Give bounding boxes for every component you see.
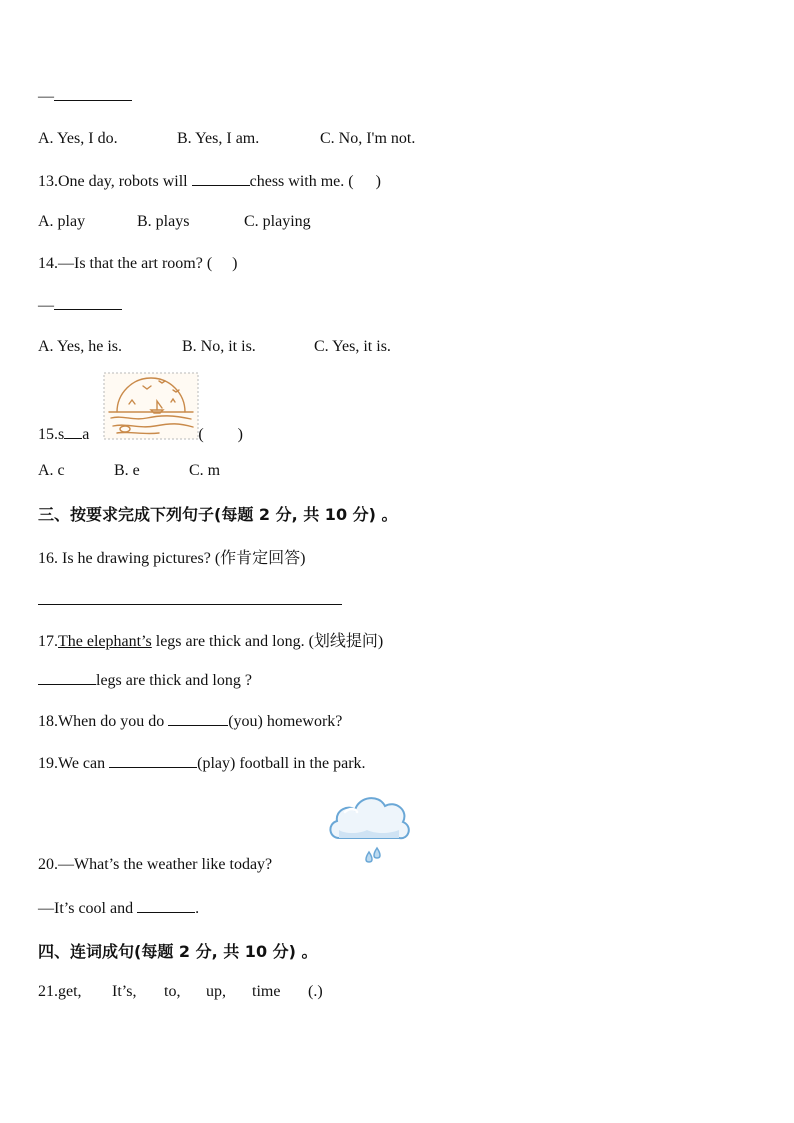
- rain-cloud-picture: [325, 790, 411, 872]
- word: up,: [206, 983, 226, 1000]
- underlined-phrase: The elephant’s: [58, 633, 152, 650]
- option-b[interactable]: B. No, it is.: [182, 338, 256, 355]
- question-13: [38, 171, 381, 191]
- question-number: 17.: [38, 633, 58, 650]
- answer-blank[interactable]: [38, 670, 96, 685]
- word: to,: [164, 983, 181, 1000]
- paren-open: (: [198, 426, 204, 443]
- question-text-before: One day, robots will: [58, 173, 188, 190]
- question-16: 16. Is he drawing pictures? (作肯定回答): [38, 550, 306, 567]
- question-text-after: (you) homework?: [228, 713, 343, 730]
- question-18: [38, 711, 342, 731]
- question-text-after: chess with me. (: [249, 173, 354, 190]
- answer-dash: —: [38, 297, 54, 314]
- word: get,: [58, 983, 82, 1000]
- section-4-heading: 四、连词成句(每题 2 分, 共 10 分) 。: [38, 942, 318, 961]
- question-number: 21.: [38, 983, 58, 1000]
- answer-blank[interactable]: [54, 295, 122, 310]
- section-3-heading: 三、按要求完成下列句子(每题 2 分, 共 10 分) 。: [38, 505, 398, 524]
- word: time: [252, 983, 281, 1000]
- option-b[interactable]: B. e: [114, 462, 140, 479]
- q14-answer-line: [38, 295, 122, 315]
- option-a[interactable]: A. c: [38, 462, 65, 479]
- answer-blank[interactable]: [137, 898, 195, 913]
- option-a[interactable]: A. Yes, he is.: [38, 338, 123, 355]
- q14-options: [38, 338, 391, 356]
- option-c[interactable]: C. playing: [244, 213, 311, 230]
- q16-answer-line: [38, 590, 342, 610]
- option-b[interactable]: B. Yes, I am.: [177, 130, 260, 147]
- option-b[interactable]: B. plays: [137, 213, 190, 230]
- option-a[interactable]: A. play: [38, 213, 86, 230]
- question-text-before: 18.When do you do: [38, 713, 169, 730]
- question-17: [38, 628, 383, 651]
- answer-text-after: .: [195, 900, 200, 917]
- answer-text: legs are thick and long ?: [96, 672, 252, 689]
- question-20: 20.—What’s the weather like today?: [38, 856, 273, 873]
- q12-options: [38, 130, 415, 148]
- question-text: 14.—Is that the art room? (: [38, 255, 213, 272]
- answer-blank[interactable]: [109, 753, 197, 768]
- paren-close: ): [375, 173, 381, 190]
- q20-answer-line: [38, 898, 199, 918]
- question-prefix: 15.s: [38, 426, 65, 443]
- answer-blank[interactable]: [168, 711, 228, 726]
- q12-answer-line: [38, 86, 132, 106]
- answer-blank[interactable]: [54, 86, 132, 101]
- answer-dash: —: [38, 88, 54, 105]
- q15-options: [38, 462, 220, 480]
- q17-answer-line: [38, 670, 252, 690]
- answer-blank[interactable]: [38, 590, 342, 605]
- question-14: [38, 255, 238, 273]
- option-c[interactable]: C. Yes, it is.: [314, 338, 391, 355]
- word: It’s,: [112, 983, 137, 1000]
- option-c[interactable]: C. m: [189, 462, 221, 479]
- q13-options: [38, 213, 311, 231]
- question-suffix: a: [82, 426, 90, 443]
- answer-blank[interactable]: [64, 424, 82, 439]
- answer-blank[interactable]: [192, 171, 250, 186]
- question-19: [38, 753, 366, 773]
- question-number: 13.: [38, 173, 58, 190]
- question-text-before: 19.We can: [38, 755, 110, 772]
- question-text-after: (play) football in the park.: [197, 755, 366, 772]
- option-c[interactable]: C. No, I'm not.: [320, 130, 416, 147]
- option-a[interactable]: A. Yes, I do.: [38, 130, 118, 147]
- answer-text-before: —It’s cool and: [38, 900, 138, 917]
- paren-close: ): [237, 426, 243, 443]
- question-15: [38, 424, 243, 444]
- paren-close: ): [232, 255, 238, 272]
- question-21: [38, 983, 323, 1001]
- word: (.): [308, 983, 323, 1000]
- question-text: legs are thick and long. (划线提问): [151, 633, 384, 650]
